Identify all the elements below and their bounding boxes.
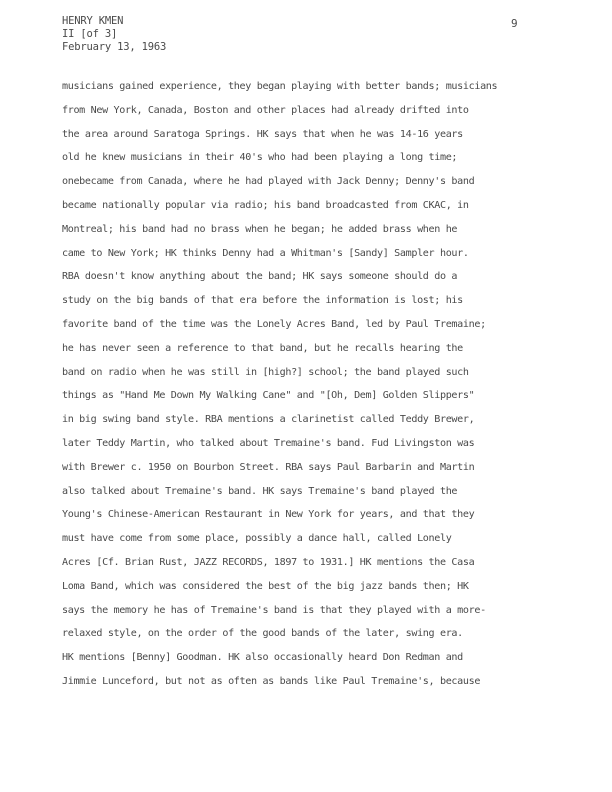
text-line: from New York, Canada, Boston and other places had already drifted into: [62, 104, 469, 116]
text-line: he has never seen a reference to that band, but he recalls hearing the: [62, 342, 463, 354]
text-line: later Teddy Martin, who talked about Tremaine's band. Fud Livingston was: [62, 437, 475, 449]
text-line: relaxed style, on the order of the good bands of the later, swing era.: [62, 628, 463, 640]
text-line: musicians gained experience, they began playing with better bands; musicians: [62, 81, 498, 92]
header-date: February 13, 1963: [62, 41, 167, 53]
text-line: onebecame from Canada, where he had played with Jack Denny; Denny's band: [62, 176, 475, 188]
text-line: things as "Hand Me Down My Walking Cane" and "[Oh, Dem] Golden Slippers": [62, 390, 475, 402]
text-line: favorite band of the time was the Lonely Acres Band, led by Paul Tremaine;: [62, 318, 486, 330]
text-line: Acres [Cf. Brian Rust, JAZZ RECORDS, 1897 to 1931.] HK mentions the Casa: [62, 556, 475, 568]
text-line: in big swing band style. RBA mentions a clarinetist called Teddy Brewer,: [62, 414, 475, 426]
header-name: HENRY KMEN: [62, 15, 124, 27]
text-line: band on radio when he was still in [high?] school; the band played such: [62, 366, 469, 378]
text-line: old he knew musicians in their 40's who had been playing a long time;: [62, 152, 458, 164]
text-line: RBA doesn't know anything about the band; HK says someone should do a: [62, 271, 458, 283]
text-line: came to New York; HK thinks Denny had a Whitman's [Sandy] Sampler hour.: [62, 247, 469, 259]
text-line: became nationally popular via radio; his band broadcasted from CKAC, in: [62, 199, 469, 211]
header-reel: II [of 3]: [62, 28, 118, 40]
text-line: Young's Chinese-American Restaurant in New York for years, and that they: [62, 509, 475, 521]
text-line: also talked about Tremaine's band. HK says Tremaine's band played the: [62, 485, 458, 497]
text-line: with Brewer c. 1950 on Bourbon Street. RBA says Paul Barbarin and Martin: [62, 461, 475, 473]
transcript-body: [62, 80, 554, 699]
text-line: HK mentions [Benny] Goodman. HK also occasionally heard Don Redman and: [62, 652, 463, 664]
text-line: Loma Band, which was considered the best of the big jazz bands then; HK: [62, 580, 469, 592]
page-header: [62, 15, 166, 54]
text-line: must have come from some place, possibly a dance hall, called Lonely: [62, 533, 452, 545]
text-line: Jimmie Lunceford, but not as often as bands like Paul Tremaine's, because: [62, 675, 481, 687]
text-line: says the memory he has of Tremaine's band is that they played with a more-: [62, 604, 486, 616]
text-line: Montreal; his band had no brass when he began; he added brass when he: [62, 223, 458, 235]
text-line: study on the big bands of that era before the information is lost; his: [62, 295, 463, 307]
text-line: the area around Saratoga Springs. HK says that when he was 14-16 years: [62, 128, 463, 140]
page-number: 9: [511, 17, 518, 30]
